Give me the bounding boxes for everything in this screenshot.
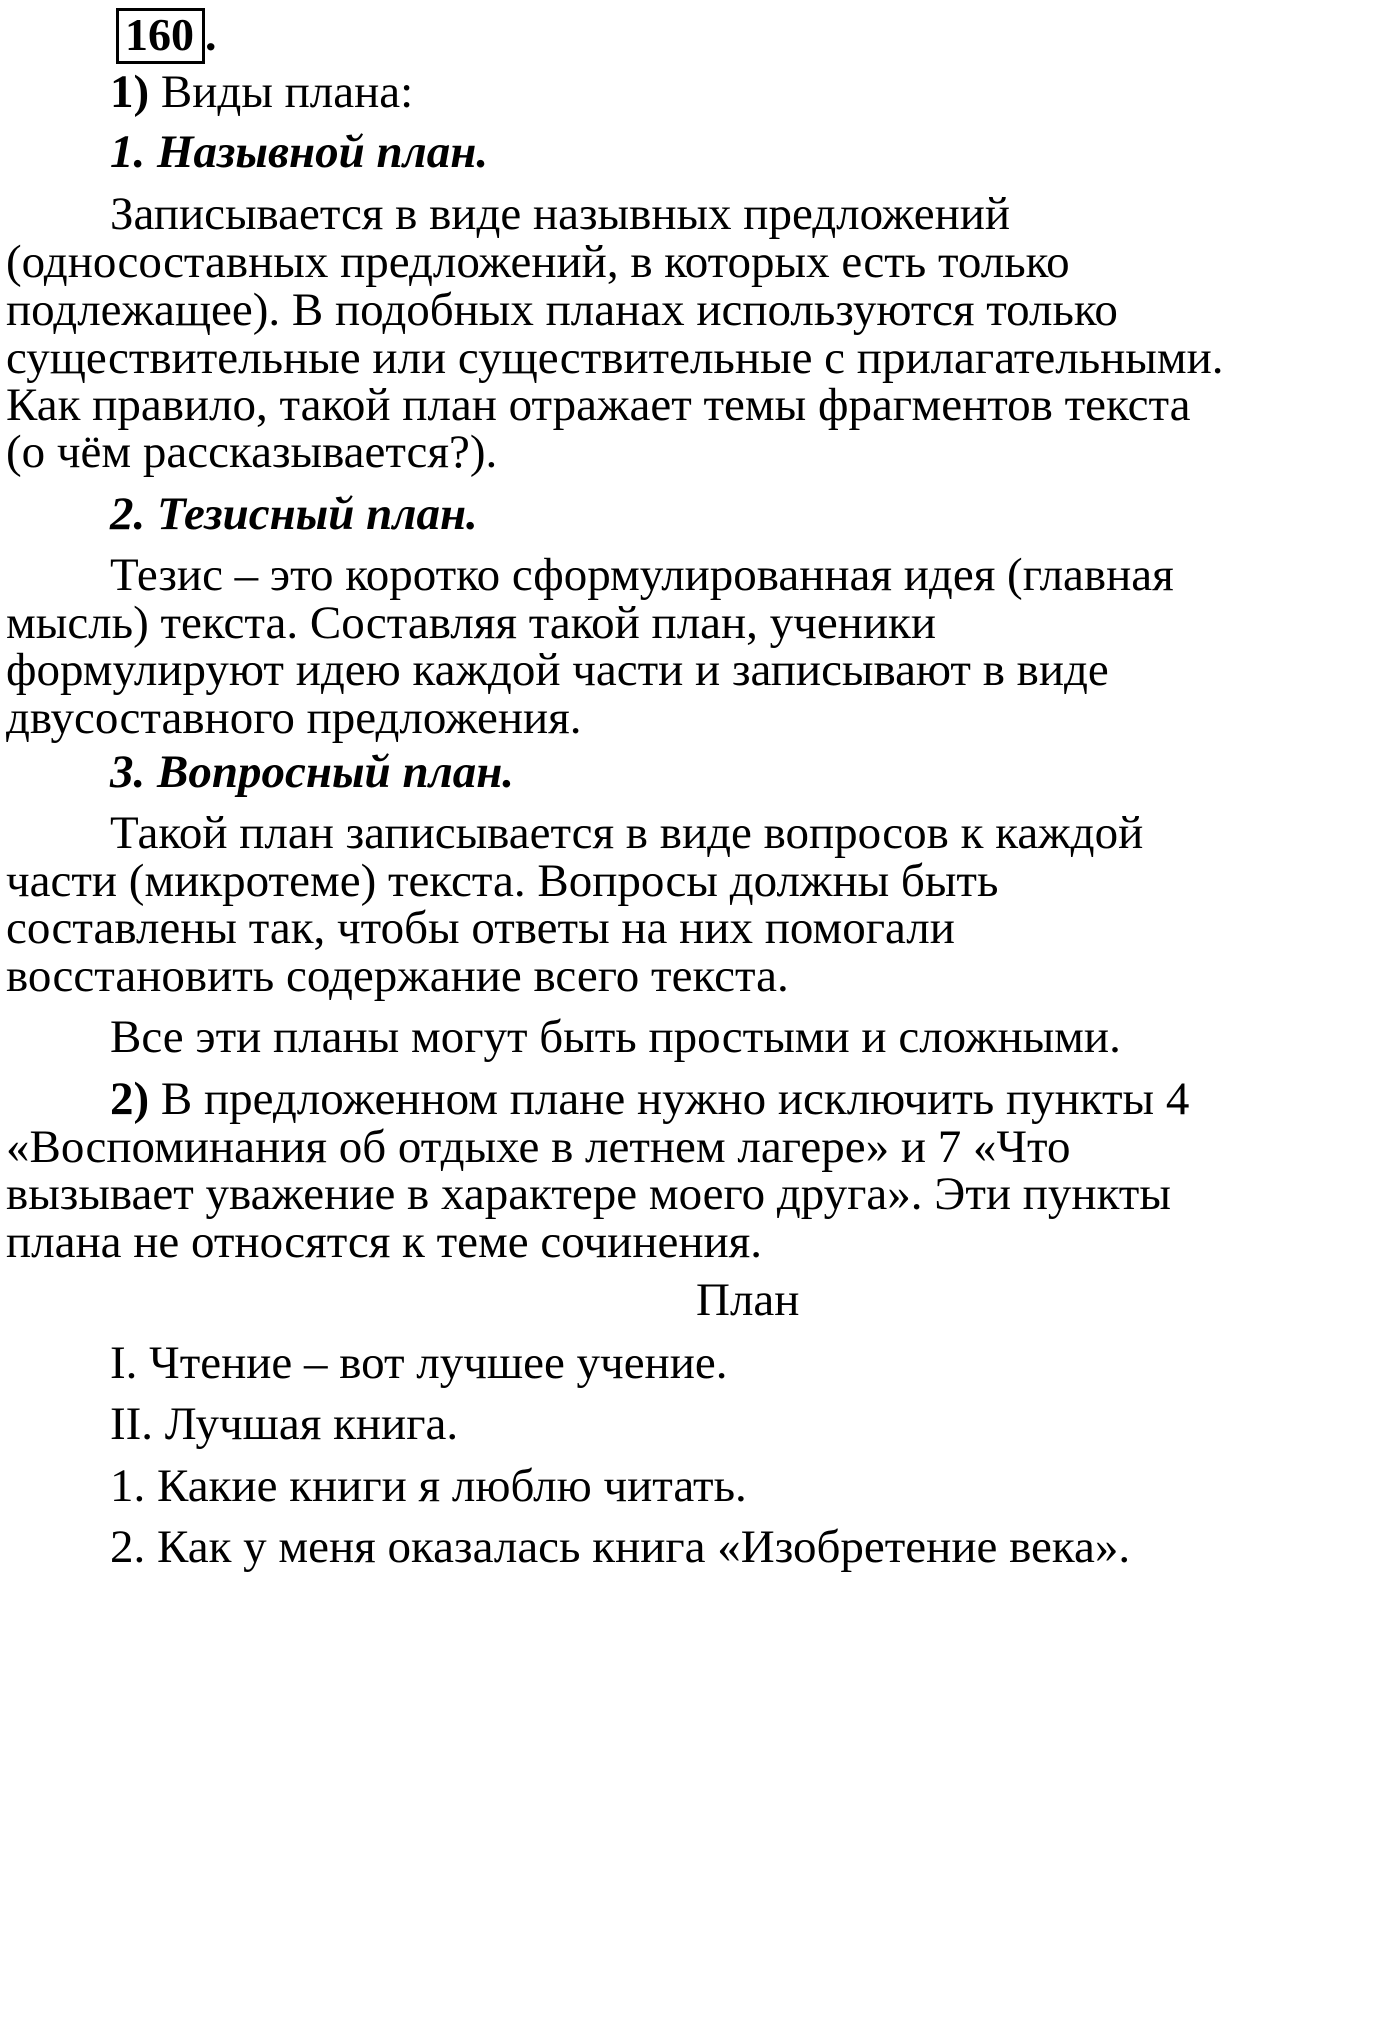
section1-line: Как правило, такой план отражает темы фрагментов текста [6,379,1191,431]
section3-line: восстановить содержание всего текста. [6,950,789,1002]
section1-line: подлежащее). В подобных планах используются только [6,284,1118,336]
section1-line: Записывается в виде назывных предложений [110,188,1011,240]
plan-item: II. Лучшая книга. [110,1398,459,1450]
exercise-number-box: 160 [116,8,205,64]
section3-line: части (микротеме) текста. Вопросы должны быть [6,855,999,907]
part2-marker: 2) [110,1073,150,1125]
section1-line: (односоставных предложений, в которых есть только [6,236,1070,288]
summary-text: Все эти планы могут быть простыми и сложными. [110,1011,1121,1063]
part1-intro-text: Виды плана: [149,66,414,118]
part2-first-line-text: В предложенном плане нужно исключить пункты 4 [149,1073,1190,1125]
plan-title: План [696,1274,800,1326]
plan-item: 2. Как у меня оказалась книга «Изобретение века». [110,1521,1131,1573]
exercise-number [116,8,217,64]
part1-marker: 1) [110,66,150,118]
section3-heading: 3. Вопросный план. [110,746,515,798]
part1-intro [110,62,1400,124]
section3-line: Такой план записывается в виде вопросов к каждой [110,807,1144,859]
section1-line: (о чём рассказывается?). [6,426,498,478]
exercise-number-dot: . [205,9,217,60]
section1-heading: 1. Назывной план. [110,126,489,178]
section1-line: существительные или существительные с прилагательными. [6,332,1224,384]
section3-line: составлены так, чтобы ответы на них помогали [6,902,955,954]
section2-heading: 2. Тезисный план. [110,488,478,540]
section2-line: формулируют идею каждой части и записывают в виде [6,644,1109,696]
part2-line: «Воспоминания об отдыхе в летнем лагере» и 7 «Что [6,1121,1071,1173]
part2-line: плана не относятся к теме сочинения. [6,1216,763,1268]
section2-line: мысль) текста. Составляя такой план, ученики [6,597,936,649]
plan-item: I. Чтение – вот лучшее учение. [110,1337,728,1389]
section2-line: Тезис – это коротко сформулированная идея (главная [110,549,1174,601]
plan-item: 1. Какие книги я люблю читать. [110,1460,747,1512]
section2-line: двусоставного предложения. [6,692,582,744]
part2-line: вызывает уважение в характере моего друга». Эти пункты [6,1168,1171,1220]
